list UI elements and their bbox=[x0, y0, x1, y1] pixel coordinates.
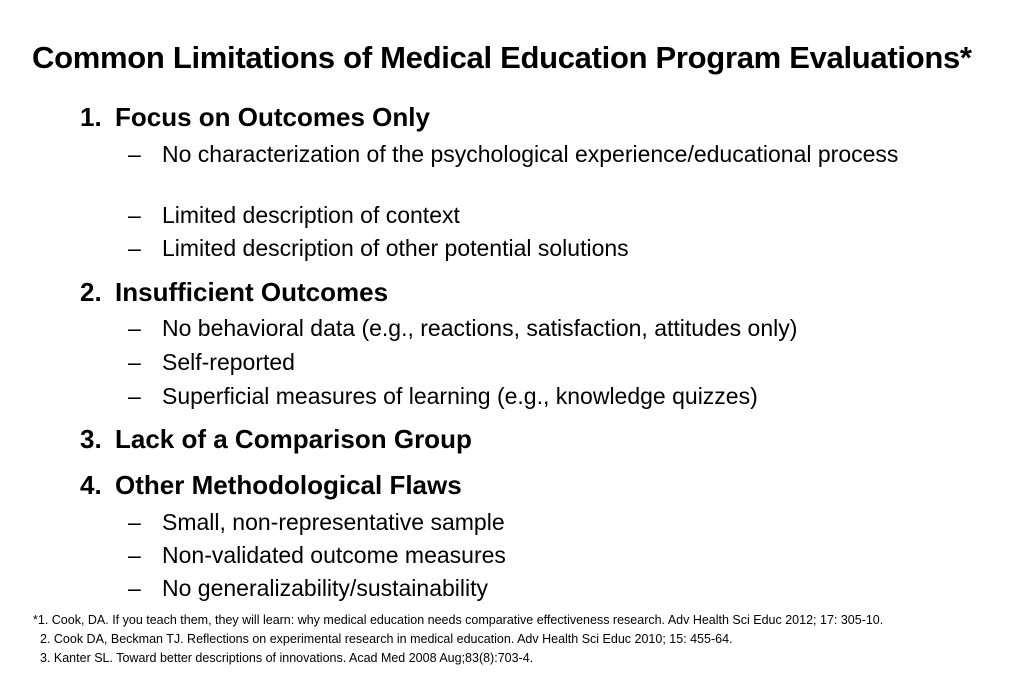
dash-bullet: – bbox=[128, 509, 141, 535]
sub-item-text: Limited description of other potential solutions bbox=[162, 235, 629, 261]
item-heading: Focus on Outcomes Only bbox=[115, 102, 430, 132]
item-number: 2. bbox=[80, 277, 102, 307]
dash-bullet: – bbox=[128, 349, 141, 375]
sub-item bbox=[128, 542, 908, 569]
sub-item-text: Small, non-representative sample bbox=[162, 509, 505, 535]
item-heading: Insufficient Outcomes bbox=[115, 277, 389, 307]
item-number: 4. bbox=[80, 470, 102, 500]
item-heading: Lack of a Comparison Group bbox=[115, 424, 472, 454]
sub-item-text: No generalizability/sustainability bbox=[162, 575, 488, 601]
dash-bullet: – bbox=[128, 575, 141, 601]
sub-item-text: Limited description of context bbox=[162, 202, 460, 228]
dash-bullet: – bbox=[128, 383, 141, 409]
sub-item bbox=[128, 202, 908, 229]
list-item-3 bbox=[80, 424, 472, 455]
references bbox=[33, 611, 883, 668]
sub-item-text: No characterization of the psychological experience/educational process bbox=[162, 141, 899, 167]
sub-item bbox=[128, 509, 908, 536]
dash-bullet: – bbox=[128, 202, 141, 228]
dash-bullet: – bbox=[128, 235, 141, 261]
item-number: 3. bbox=[80, 424, 102, 454]
sub-item bbox=[128, 383, 908, 410]
item-number: 1. bbox=[80, 102, 102, 132]
sub-item-text: Superficial measures of learning (e.g., knowledge quizzes) bbox=[162, 383, 758, 409]
sub-item bbox=[128, 141, 908, 168]
dash-bullet: – bbox=[128, 315, 141, 341]
list-item-4 bbox=[80, 470, 462, 501]
reference-1: *1. Cook, DA. If you teach them, they will learn: why medical education needs comparative effectiveness research. Adv Health Sci Educ 2012; 17: 305-10. bbox=[33, 613, 884, 627]
sub-item bbox=[128, 575, 908, 602]
list-item-1 bbox=[80, 102, 430, 133]
sub-item-text: Non-validated outcome measures bbox=[162, 542, 506, 568]
sub-item-text: No behavioral data (e.g., reactions, satisfaction, attitudes only) bbox=[162, 315, 798, 341]
dash-bullet: – bbox=[128, 141, 141, 167]
sub-item bbox=[128, 315, 908, 342]
slide-title: Common Limitations of Medical Education Program Evaluations* bbox=[32, 40, 972, 75]
sub-item bbox=[128, 349, 908, 376]
item-heading: Other Methodological Flaws bbox=[115, 470, 462, 500]
dash-bullet: – bbox=[128, 542, 141, 568]
sub-item-text: Self-reported bbox=[162, 349, 295, 375]
list-item-2 bbox=[80, 277, 388, 308]
reference-2: 2. Cook DA, Beckman TJ. Reflections on experimental research in medical education. Adv Health Sci Educ 2010; 15: 455-64. bbox=[40, 632, 733, 646]
reference-3: 3. Kanter SL. Toward better descriptions of innovations. Acad Med 2008 Aug;83(8):703-4. bbox=[40, 651, 534, 665]
sub-item bbox=[128, 235, 908, 262]
